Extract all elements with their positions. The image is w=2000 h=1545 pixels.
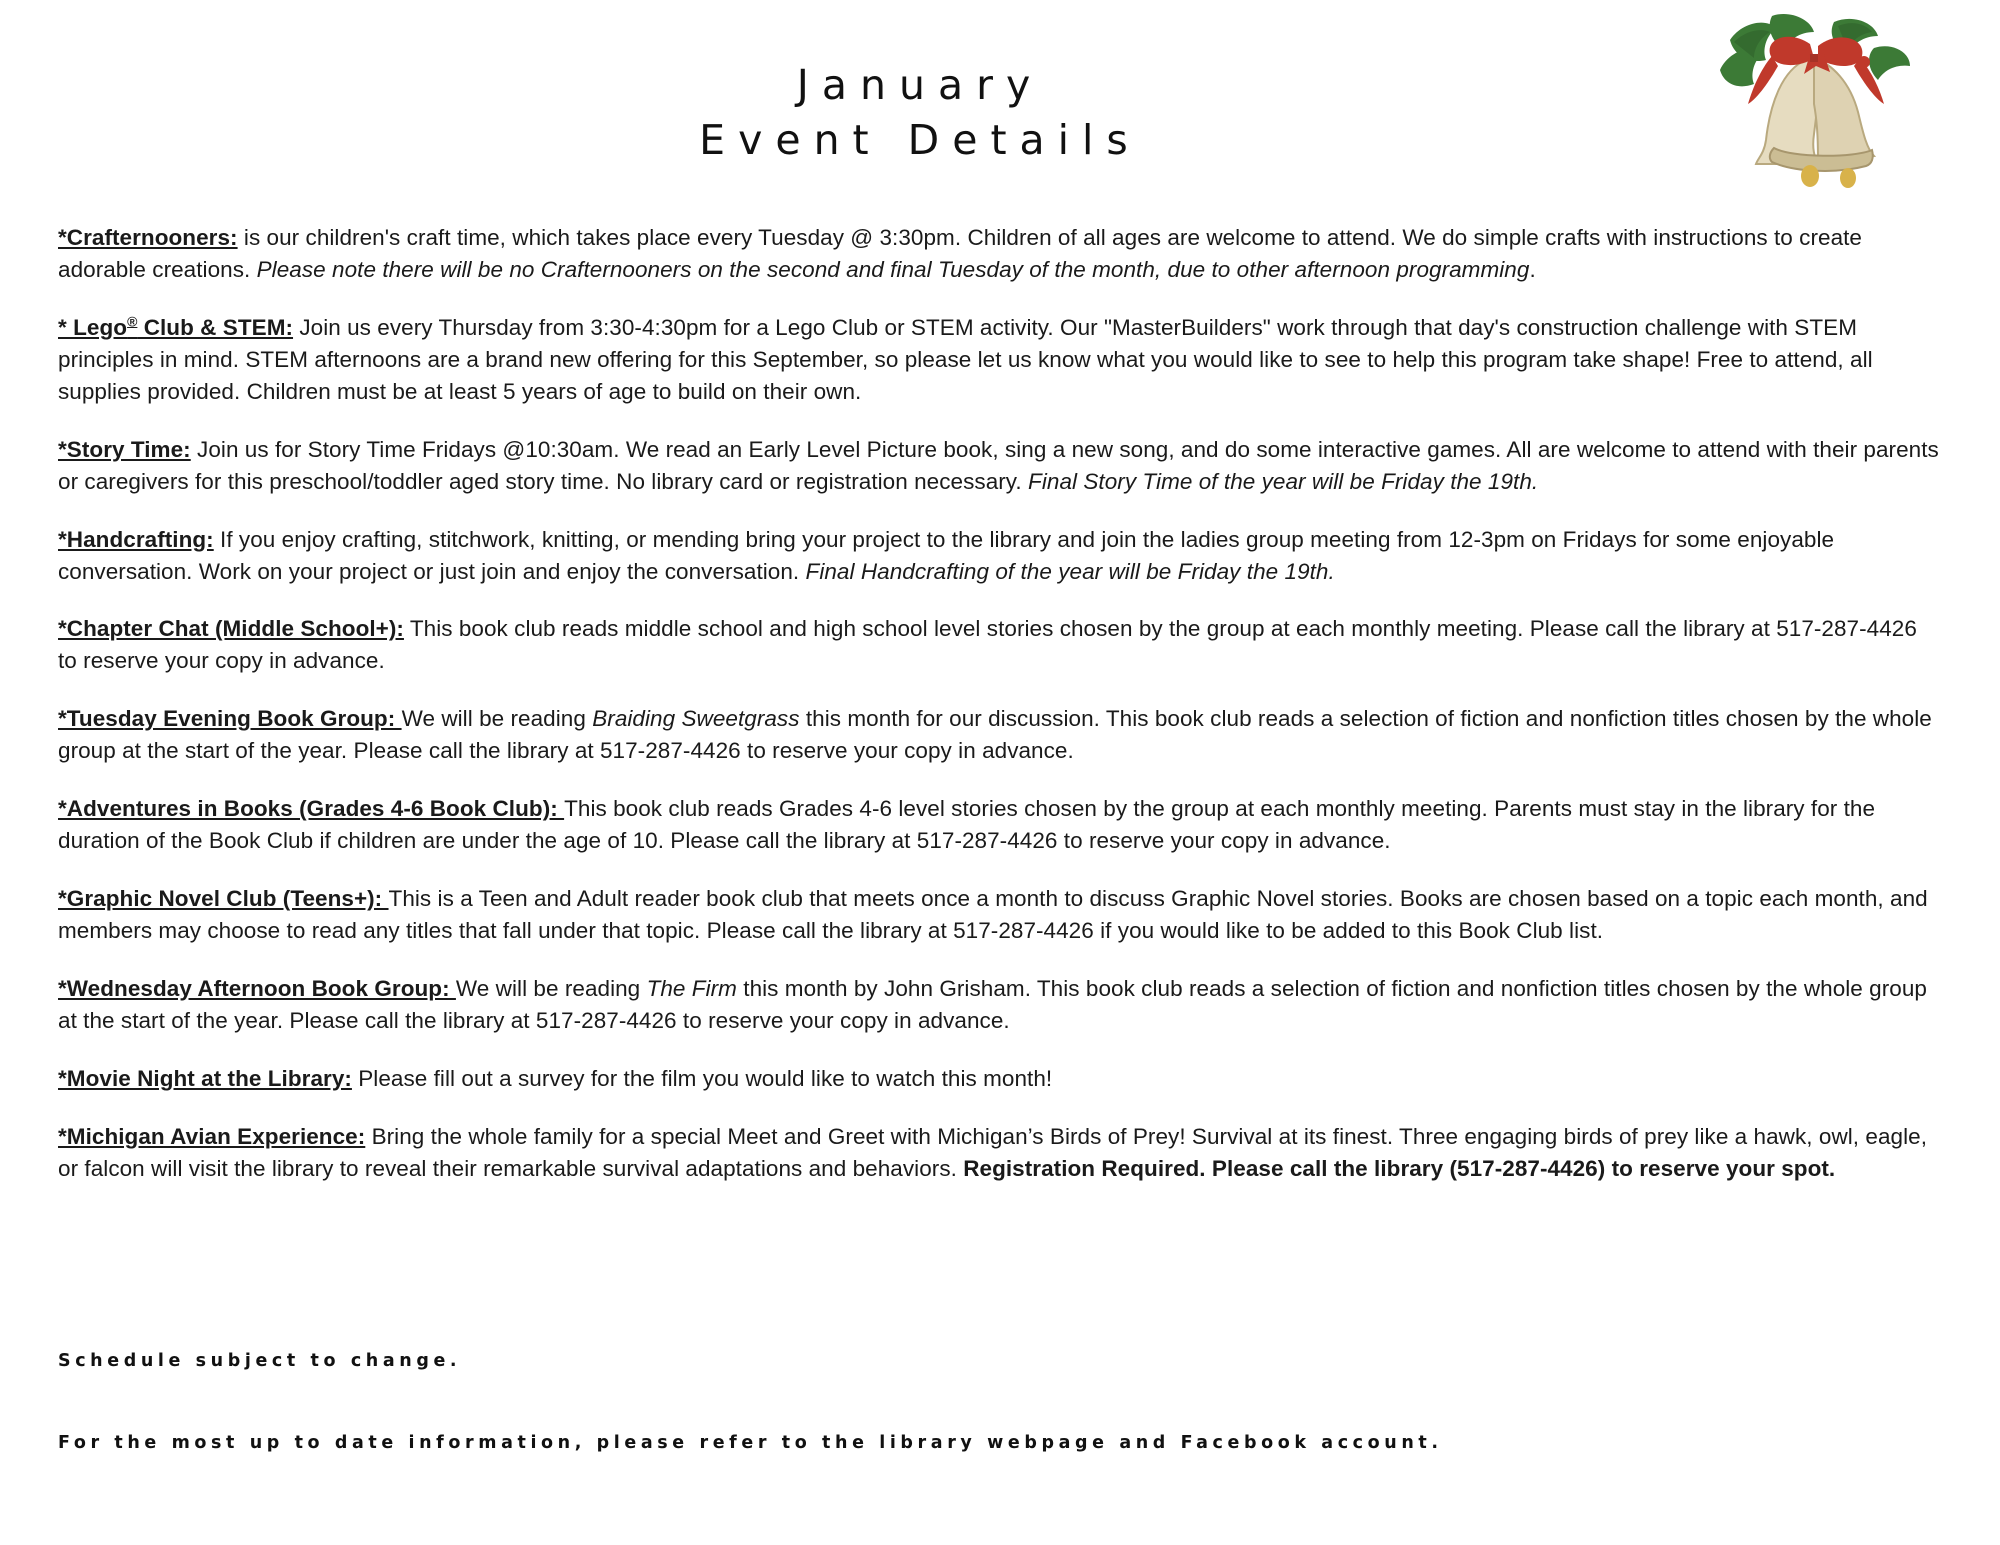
event-lead-label: *Handcrafting: bbox=[58, 526, 214, 552]
footer-line-2: For the most up to date information, please refer to the library webpage and Facebook account. bbox=[58, 1432, 1443, 1453]
event-paragraph-wednesday-afternoon-book-group bbox=[58, 973, 1942, 1037]
event-text: This is a Teen and Adult reader book club that meets once a month to discuss Graphic Novel stories. Books are chosen based on a topic each month, and members may choose to read any titles that fall under that topic. Please call the library at 517-287-4426 if you would like to be added to this Book Club list. bbox=[58, 886, 1928, 943]
event-paragraph-michigan-avian-experience bbox=[58, 1121, 1942, 1185]
event-paragraph-tuesday-evening-book-group bbox=[58, 703, 1942, 767]
event-text: We will be reading bbox=[455, 975, 647, 1001]
title-block bbox=[58, 0, 1942, 169]
event-text: this month for our discussion. This book club reads a selection of fiction and nonfiction titles chosen by the whole group at the start of the year. Please call the library at 517-287-4426 to reserve your copy in advance. bbox=[58, 706, 1932, 764]
event-text: is our children's craft time, which takes place every Tuesday @ 3:30pm. Children of all ages are welcome to attend. We do simple crafts with instructions to create adorable creations. bbox=[58, 225, 1862, 282]
page-title-line-2: Event Details bbox=[699, 116, 1141, 165]
event-text-italic: Final Handcrafting of the year will be Friday the 19th. bbox=[805, 558, 1335, 584]
event-lead-part-2: Club & STEM: bbox=[137, 314, 294, 340]
event-paragraph-movie-night bbox=[58, 1063, 1942, 1095]
event-text: We will be reading bbox=[401, 706, 593, 732]
page-header bbox=[58, 0, 1942, 200]
event-lead-label: *Tuesday Evening Book Group: bbox=[58, 706, 402, 732]
event-lead-label: *Michigan Avian Experience: bbox=[58, 1123, 366, 1149]
event-text: this month by John Grisham. This book club reads a selection of fiction and nonfiction titles chosen by the whole group at the start of the year. Please call the library at 517-287-4426 to reserve your copy in advance. bbox=[58, 975, 1927, 1033]
event-book-title: Braiding Sweetgrass bbox=[592, 706, 800, 732]
event-text-italic: Please note there will be no Crafternooners on the second and final Tuesday of the month, due to other afternoon programming bbox=[256, 256, 1530, 282]
event-lead-label: *Wednesday Afternoon Book Group: bbox=[58, 975, 456, 1001]
event-paragraph-adventures-in-books bbox=[58, 793, 1942, 857]
christmas-bells-icon bbox=[1714, 8, 1914, 198]
event-details-body bbox=[58, 222, 1942, 1185]
event-text-bold-registration: Registration Required. Please call the library (517-287-4426) to reserve your spot. bbox=[963, 1155, 1836, 1181]
event-book-title: The Firm bbox=[646, 975, 737, 1001]
event-lead-label: *Adventures in Books (Grades 4-6 Book Club): bbox=[58, 796, 565, 822]
event-lead-label: *Story Time: bbox=[58, 436, 191, 462]
event-paragraph-chapter-chat bbox=[58, 613, 1942, 677]
event-text-italic: Final Story Time of the year will be Friday the 19th. bbox=[1028, 468, 1539, 494]
event-text: This book club reads Grades 4-6 level stories chosen by the group at each monthly meeting. Parents must stay in the library for the duration of the Book Club if children are under the age of 10. Please call the library at 517-287-4426 to reserve your copy in advance. bbox=[58, 796, 1876, 854]
registered-trademark-icon: ® bbox=[127, 313, 138, 330]
event-lead-label bbox=[58, 315, 293, 340]
event-paragraph-lego-club-stem bbox=[58, 312, 1942, 408]
event-lead-label: *Graphic Novel Club (Teens+): bbox=[58, 886, 389, 912]
event-paragraph-graphic-novel-club bbox=[58, 883, 1942, 947]
page-title-line-1: January bbox=[796, 61, 1044, 109]
event-paragraph-crafternooners bbox=[58, 222, 1942, 286]
footer-line-1: Schedule subject to change. bbox=[58, 1351, 462, 1372]
event-text: If you enjoy crafting, stitchwork, knitting, or mending bring your project to the library and join the ladies group meeting from 12-3pm on Fridays for some enjoyable conversation. Work on your project or just join and enjoy the conversation. bbox=[58, 526, 1835, 584]
event-text: Bring the whole family for a special Meet and Greet with Michigan’s Birds of Prey! Survival at its finest. Three engaging birds of prey like a hawk, owl, eagle, or falcon will visit the library to reveal their remarkable survival adaptations and behaviors. bbox=[58, 1123, 1927, 1181]
event-lead-label: *Crafternooners: bbox=[58, 225, 238, 250]
event-text: This book club reads middle school and high school level stories chosen by the group at each monthly meeting. Please call the library at 517-287-4426 to reserve your copy in advance. bbox=[58, 616, 1917, 674]
event-lead-label: *Chapter Chat (Middle School+): bbox=[58, 616, 404, 642]
event-text: Join us for Story Time Fridays @10:30am. We read an Early Level Picture book, sing a new song, and do some interactive games. All are welcome to attend with their parents or caregivers for this preschool/toddler aged story time. No library card or registration necessary. bbox=[58, 436, 1939, 494]
event-lead-label: *Movie Night at the Library: bbox=[58, 1065, 352, 1091]
footer-note bbox=[58, 1294, 1443, 1511]
event-text: . bbox=[1529, 256, 1536, 282]
event-lead-part-1: * Lego bbox=[58, 314, 128, 340]
event-text: Please fill out a survey for the film you would like to watch this month! bbox=[351, 1065, 1053, 1091]
event-text: Join us every Thursday from 3:30-4:30pm for a Lego Club or STEM activity. Our "MasterBuilders" work through that day's construction challenge with STEM principles in mind. STEM afternoons are a brand new offering for this September, so please let us know what you would like to see to help this program take shape! Free to attend, all supplies provided. Children must be at least 5 years of age to build on their own. bbox=[58, 314, 1873, 404]
event-paragraph-handcrafting bbox=[58, 524, 1942, 588]
event-paragraph-story-time bbox=[58, 434, 1942, 498]
